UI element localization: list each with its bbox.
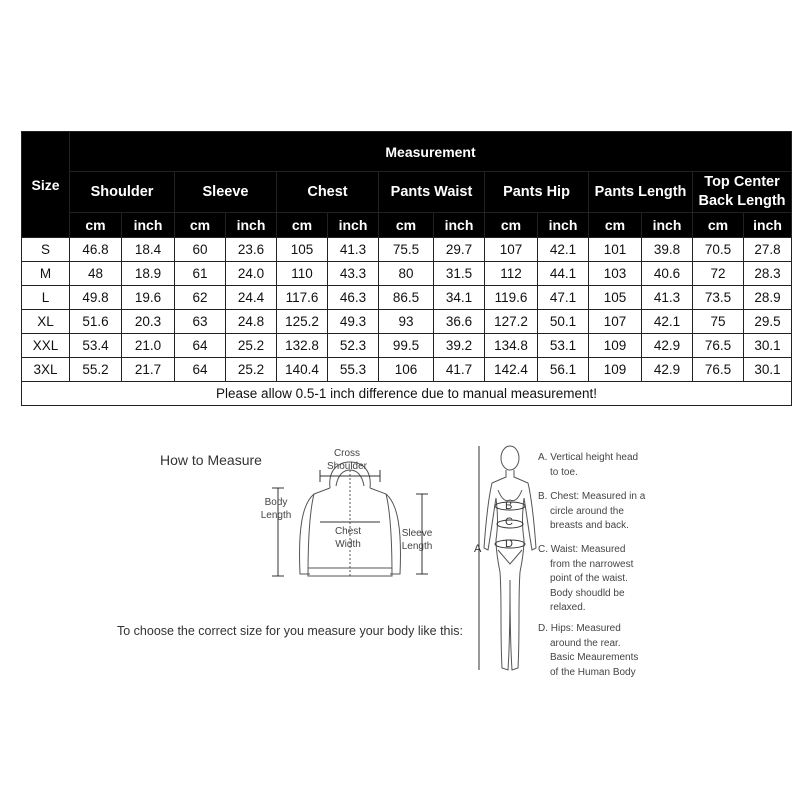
value-cell: 44.1 xyxy=(538,262,589,286)
value-cell: 73.5 xyxy=(693,286,744,310)
value-cell: 107 xyxy=(589,310,642,334)
value-cell: 140.4 xyxy=(277,358,328,382)
unit-cell: cm xyxy=(277,213,328,238)
value-cell: 47.1 xyxy=(538,286,589,310)
value-cell: 107 xyxy=(485,238,538,262)
unit-cell: inch xyxy=(538,213,589,238)
value-cell: 49.3 xyxy=(328,310,379,334)
value-cell: 18.4 xyxy=(122,238,175,262)
value-cell: 19.6 xyxy=(122,286,175,310)
guide-line: from the narrowest xyxy=(550,558,634,570)
value-cell: 49.8 xyxy=(70,286,122,310)
column-header-top-center-back-length xyxy=(693,172,792,213)
size-cell: XL xyxy=(22,310,70,334)
column-header-pants-length: Pants Length xyxy=(589,172,693,213)
value-cell: 46.3 xyxy=(328,286,379,310)
value-cell: 109 xyxy=(589,334,642,358)
value-cell: 39.8 xyxy=(642,238,693,262)
figure-letter-d: D xyxy=(505,538,513,550)
guide-line: Basic Meaurements xyxy=(550,652,639,663)
value-cell: 28.3 xyxy=(744,262,792,286)
label-line: Cross xyxy=(333,448,361,459)
value-cell: 25.2 xyxy=(226,358,277,382)
value-cell: 42.1 xyxy=(538,238,589,262)
value-cell: 62 xyxy=(175,286,226,310)
column-header-line-1: Top Center xyxy=(704,174,780,190)
value-cell: 34.1 xyxy=(434,286,485,310)
label-line: Length xyxy=(401,541,433,552)
value-cell: 70.5 xyxy=(693,238,744,262)
table-row xyxy=(22,334,792,358)
table-row xyxy=(22,310,792,334)
measurement-header: Measurement xyxy=(70,132,792,172)
label-line: Shoulder xyxy=(326,461,368,472)
value-cell: 24.8 xyxy=(226,310,277,334)
unit-cell: inch xyxy=(328,213,379,238)
value-cell: 55.2 xyxy=(70,358,122,382)
value-cell: 76.5 xyxy=(693,358,744,382)
guide-line: Body shoudld be xyxy=(550,587,625,599)
value-cell: 127.2 xyxy=(485,310,538,334)
value-cell: 105 xyxy=(589,286,642,310)
value-cell: 117.6 xyxy=(277,286,328,310)
value-cell: 36.6 xyxy=(434,310,485,334)
unit-cell: inch xyxy=(642,213,693,238)
guide-line: to toe. xyxy=(550,466,578,478)
column-header-sleeve: Sleeve xyxy=(175,172,277,213)
table-row xyxy=(22,358,792,382)
guide-line: C. Waist: Measured xyxy=(538,544,626,555)
label-line: Sleeve xyxy=(401,528,433,539)
measurement-note: Please allow 0.5-1 inch difference due to manual measurement! xyxy=(22,382,792,406)
value-cell: 103 xyxy=(589,262,642,286)
value-cell: 80 xyxy=(379,262,434,286)
guide-line: circle around the xyxy=(550,505,624,517)
size-cell: M xyxy=(22,262,70,286)
value-cell: 41.7 xyxy=(434,358,485,382)
value-cell: 76.5 xyxy=(693,334,744,358)
value-cell: 86.5 xyxy=(379,286,434,310)
table-row xyxy=(22,286,792,310)
value-cell: 23.6 xyxy=(226,238,277,262)
guide-line: D. Hips: Measured xyxy=(538,623,621,634)
guide-item-d xyxy=(538,622,668,680)
column-header-row xyxy=(22,172,792,213)
value-cell: 25.2 xyxy=(226,334,277,358)
value-cell: 101 xyxy=(589,238,642,262)
size-cell: L xyxy=(22,286,70,310)
figure-letter-c: C xyxy=(505,516,513,528)
guide-item-c xyxy=(538,543,668,616)
value-cell: 142.4 xyxy=(485,358,538,382)
value-cell: 24.0 xyxy=(226,262,277,286)
guide-line: B. Chest: Measured in a xyxy=(538,491,646,502)
value-cell: 18.9 xyxy=(122,262,175,286)
value-cell: 53.1 xyxy=(538,334,589,358)
unit-cell: inch xyxy=(226,213,277,238)
value-cell: 29.5 xyxy=(744,310,792,334)
value-cell: 75.5 xyxy=(379,238,434,262)
value-cell: 42.9 xyxy=(642,358,693,382)
unit-cell: cm xyxy=(589,213,642,238)
unit-cell: inch xyxy=(122,213,175,238)
unit-cell: cm xyxy=(70,213,122,238)
guide-line: relaxed. xyxy=(550,602,586,613)
table-row xyxy=(22,238,792,262)
value-cell: 99.5 xyxy=(379,334,434,358)
value-cell: 60 xyxy=(175,238,226,262)
guide-line: A. Vertical height head xyxy=(538,452,639,463)
figure-letter-a: A xyxy=(474,543,482,555)
value-cell: 40.6 xyxy=(642,262,693,286)
chest-width-label xyxy=(327,525,369,551)
measure-instruction: To choose the correct size for you measure your body like this: xyxy=(117,624,463,638)
note-row xyxy=(22,382,792,406)
value-cell: 28.9 xyxy=(744,286,792,310)
value-cell: 31.5 xyxy=(434,262,485,286)
value-cell: 105 xyxy=(277,238,328,262)
guide-item-a xyxy=(538,451,668,480)
size-chart-table xyxy=(21,131,792,406)
value-cell: 21.0 xyxy=(122,334,175,358)
value-cell: 41.3 xyxy=(642,286,693,310)
value-cell: 24.4 xyxy=(226,286,277,310)
column-header-pants-waist: Pants Waist xyxy=(379,172,485,213)
value-cell: 93 xyxy=(379,310,434,334)
value-cell: 48 xyxy=(70,262,122,286)
size-cell: 3XL xyxy=(22,358,70,382)
value-cell: 27.8 xyxy=(744,238,792,262)
guide-line: of the Human Body xyxy=(550,666,636,678)
label-line: Width xyxy=(335,539,361,550)
unit-cell: inch xyxy=(744,213,792,238)
value-cell: 55.3 xyxy=(328,358,379,382)
value-cell: 53.4 xyxy=(70,334,122,358)
value-cell: 52.3 xyxy=(328,334,379,358)
value-cell: 119.6 xyxy=(485,286,538,310)
value-cell: 43.3 xyxy=(328,262,379,286)
body-length-label xyxy=(256,496,296,522)
value-cell: 42.1 xyxy=(642,310,693,334)
value-cell: 64 xyxy=(175,334,226,358)
value-cell: 110 xyxy=(277,262,328,286)
value-cell: 21.7 xyxy=(122,358,175,382)
label-line: Body xyxy=(264,497,288,508)
value-cell: 132.8 xyxy=(277,334,328,358)
value-cell: 39.2 xyxy=(434,334,485,358)
value-cell: 20.3 xyxy=(122,310,175,334)
value-cell: 46.8 xyxy=(70,238,122,262)
value-cell: 125.2 xyxy=(277,310,328,334)
value-cell: 29.7 xyxy=(434,238,485,262)
value-cell: 61 xyxy=(175,262,226,286)
value-cell: 112 xyxy=(485,262,538,286)
column-header-shoulder: Shoulder xyxy=(70,172,175,213)
value-cell: 72 xyxy=(693,262,744,286)
unit-cell: cm xyxy=(175,213,226,238)
value-cell: 109 xyxy=(589,358,642,382)
value-cell: 56.1 xyxy=(538,358,589,382)
value-cell: 41.3 xyxy=(328,238,379,262)
value-cell: 50.1 xyxy=(538,310,589,334)
figure-letter-b: B xyxy=(505,500,513,512)
value-cell: 30.1 xyxy=(744,358,792,382)
guide-line: around the rear. xyxy=(550,637,621,649)
label-line: Chest xyxy=(334,526,362,537)
value-cell: 134.8 xyxy=(485,334,538,358)
sleeve-length-label xyxy=(396,527,438,553)
value-cell: 51.6 xyxy=(70,310,122,334)
size-header: Size xyxy=(22,132,70,238)
column-header-line-2: Back Length xyxy=(698,193,786,209)
guide-line: point of the waist. xyxy=(550,573,628,584)
unit-cell: inch xyxy=(434,213,485,238)
guide-line: breasts and back. xyxy=(550,520,629,531)
value-cell: 42.9 xyxy=(642,334,693,358)
value-cell: 30.1 xyxy=(744,334,792,358)
table-body xyxy=(22,238,792,382)
value-cell: 106 xyxy=(379,358,434,382)
value-cell: 75 xyxy=(693,310,744,334)
measurement-header-row xyxy=(22,132,792,172)
size-cell: XXL xyxy=(22,334,70,358)
guide-item-b xyxy=(538,490,668,534)
column-header-chest: Chest xyxy=(277,172,379,213)
value-cell: 64 xyxy=(175,358,226,382)
how-to-measure-title: How to Measure xyxy=(160,452,262,468)
unit-row xyxy=(22,213,792,238)
column-header-pants-hip: Pants Hip xyxy=(485,172,589,213)
unit-cell: cm xyxy=(485,213,538,238)
size-cell: S xyxy=(22,238,70,262)
table-row xyxy=(22,262,792,286)
unit-cell: cm xyxy=(379,213,434,238)
label-line: Length xyxy=(260,510,292,521)
value-cell: 63 xyxy=(175,310,226,334)
cross-shoulder-label xyxy=(322,447,372,473)
unit-cell: cm xyxy=(693,213,744,238)
